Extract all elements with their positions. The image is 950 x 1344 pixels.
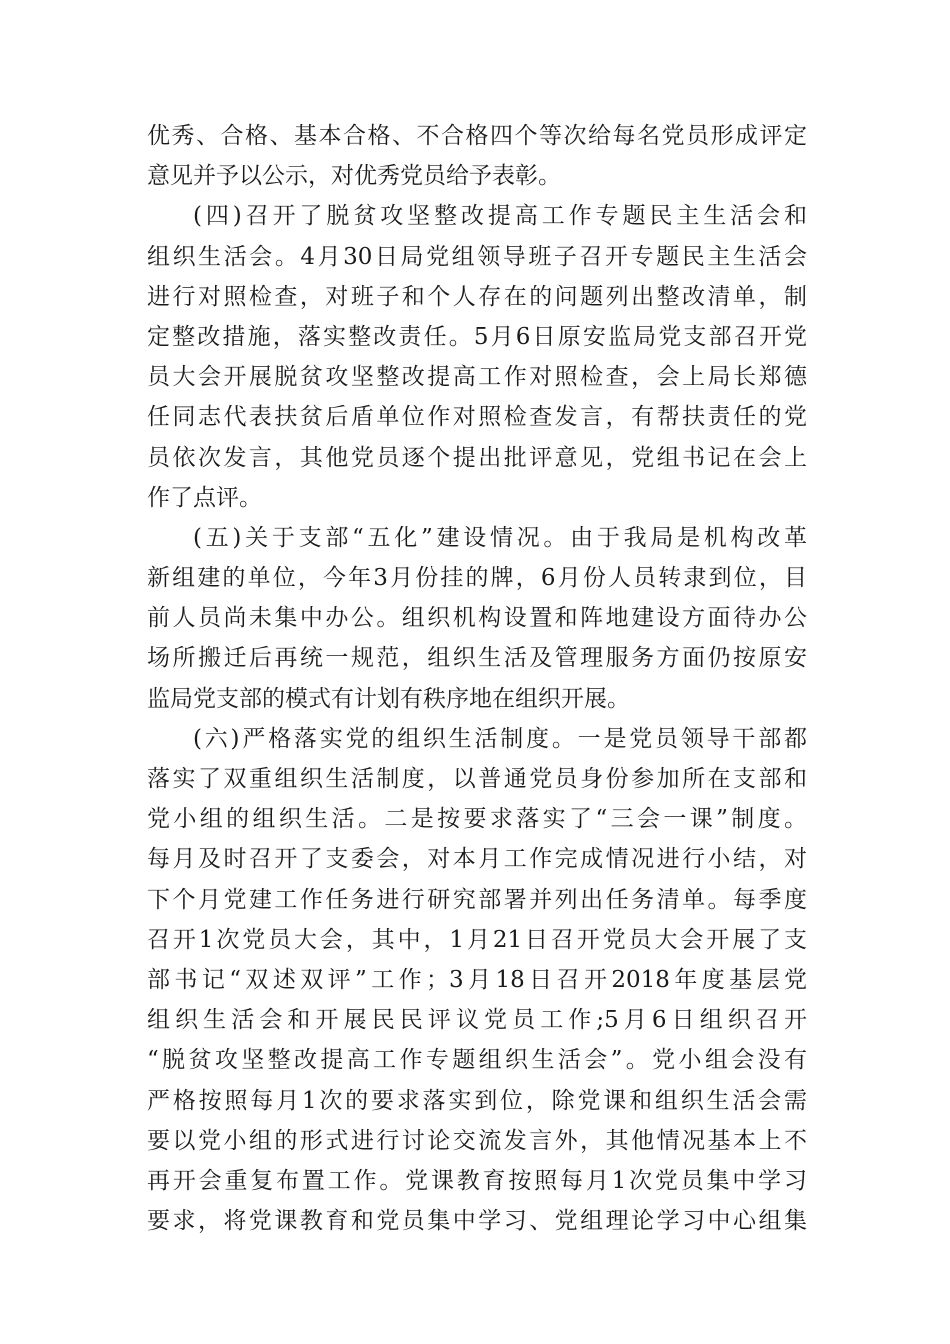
text-line: 任同志代表扶贫后盾单位作对照检查发言，有帮扶责任的党 (147, 404, 807, 431)
text-line: 下个月党建工作任务进行研究部署并列出任务清单。每季度 (147, 886, 807, 913)
text-line: 定整改措施，落实整改责任。5月6日原安监局党支部召开党 (147, 323, 807, 350)
text-line: “脱贫攻坚整改提高工作专题组织生活会”。党小组会没有 (147, 1047, 807, 1074)
text-line: 前人员尚未集中办公。组织机构设置和阵地建设方面待办公 (147, 605, 807, 632)
text-line: 作了点评。 (147, 484, 262, 511)
text-line: (四)召开了脱贫攻坚整改提高工作专题民主生活会和 (193, 203, 807, 230)
text-line: 落实了双重组织生活制度，以普通党员身份参加所在支部和 (147, 766, 807, 792)
text-line: 员大会开展脱贫攻坚整改提高工作对照检查，会上局长郑德 (147, 364, 807, 391)
text-line: 要以党小组的形式进行讨论交流发言外，其他情况基本上不 (147, 1127, 807, 1154)
text-line: 进行对照检查，对班子和个人存在的问题列出整改清单，制 (147, 283, 807, 310)
text-line: 党小组的组织生活。二是按要求落实了“三会一课”制度。 (147, 806, 807, 833)
text-line: 召开1次党员大会，其中，1月21日召开党员大会开展了支 (147, 926, 807, 953)
text-line: 组织生活会和开展民民评议党员工作;5月6日组织召开 (147, 1007, 807, 1034)
document-body (147, 116, 807, 1241)
text-line: 再开会重复布置工作。党课教育按照每月1次党员集中学习 (147, 1167, 807, 1194)
text-line: 要求，将党课教育和党员集中学习、党组理论学习中心组集 (147, 1208, 807, 1235)
text-line: 组织生活会。4月30日局党组领导班子召开专题民主生活会 (147, 243, 807, 270)
text-line: 优秀、合格、基本合格、不合格四个等次给每名党员形成评定 (147, 123, 807, 149)
text-line: 新组建的单位，今年3月份挂的牌，6月份人员转隶到位，目 (147, 565, 807, 592)
text-line: 部书记“双述双评”工作；3月18日召开2018年度基层党 (147, 966, 807, 993)
text-line: (五)关于支部“五化”建设情况。由于我局是机构改革 (193, 524, 807, 551)
text-line: 场所搬迁后再统一规范，组织生活及管理服务方面仍按原安 (147, 645, 807, 672)
text-line: 每月及时召开了支委会，对本月工作完成情况进行小结，对 (147, 846, 807, 873)
text-line: (六)严格落实党的组织生活制度。一是党员领导干部都 (193, 725, 807, 752)
text-line: 监局党支部的模式有计划有秩序地在组织开展。 (147, 685, 630, 712)
text-line: 意见并予以公示，对优秀党员给予表彰。 (147, 163, 561, 190)
text-line: 严格按照每月1次的要求落实到位，除党课和组织生活会需 (147, 1087, 807, 1114)
text-line: 员依次发言，其他党员逐个提出批评意见，党组书记在会上 (147, 444, 807, 471)
